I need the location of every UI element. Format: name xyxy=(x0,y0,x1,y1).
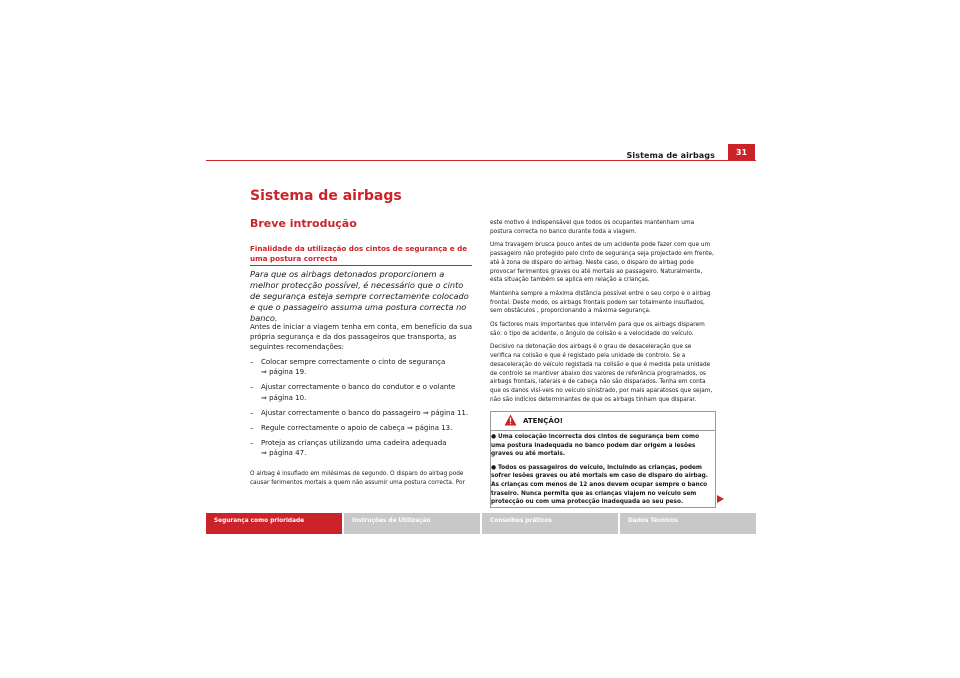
list-item xyxy=(250,423,475,433)
list-dash: – xyxy=(250,424,254,433)
bullet-icon: ● xyxy=(491,434,497,440)
paragraph: Uma travagem brusca pouco antes de um acidente pode fazer com que um passageiro não protegido pelo cinto de segurança seja projectado em frente, até à zona de disparo do airbag. Neste caso, o disparo do airbag pode provocar ferimentos graves ou até mortais ao passageiro. Naturalmente, esta situação também se aplica em relação a crianças. xyxy=(490,242,714,284)
paragraph: Mantenha sempre a máxima distância possível entre o seu corpo e o airbag frontal. Deste modo, os airbags frontais podem ser totalmente insuflados, sem obstáculos , proporcionando a máxima segurança. xyxy=(490,290,711,315)
warning-header xyxy=(491,412,715,428)
list-item-text: Proteja as crianças utilizando uma cadeira adequada xyxy=(261,439,447,448)
list-item xyxy=(250,408,475,418)
list-item-text: Colocar sempre correctamente o cinto de segurança xyxy=(261,358,446,366)
tab-seguranca[interactable]: Segurança como prioridade xyxy=(206,513,342,534)
intro-paragraph: Para que os airbags detonados proporcionem a melhor protecção possível, é necessário que o cinto de segurança esteja sempre correctamente colocado e que o passageiro assuma uma postura correcta no banco. xyxy=(250,269,469,323)
paragraph: Os factores mais importantes que intervêm para que os airbags disparem são: o tipo de acidente, o ângulo de colisão e a velocidade do veículo. xyxy=(490,322,705,337)
recommendations-list xyxy=(250,357,475,464)
header-divider xyxy=(206,160,756,161)
section-heading: Finalidade da utilização dos cintos de segurança e de uma postura correcta xyxy=(250,244,468,263)
list-item xyxy=(250,382,475,402)
list-item-text: Regule correctamente o apoio de cabeça ⇒ página 13. xyxy=(261,424,453,433)
list-dash: – xyxy=(250,439,254,448)
right-column-text xyxy=(490,219,714,409)
warning-list xyxy=(491,433,713,512)
section-subtitle: Breve introdução xyxy=(250,217,357,230)
warning-item xyxy=(491,464,713,507)
tab-instrucoes[interactable]: Instruções de Utilização xyxy=(344,513,480,534)
tab-conselhos[interactable]: Conselhos práticos xyxy=(482,513,618,534)
warning-item-text: Uma colocação incorrecta dos cintos de segurança bem como uma postura inadequada no banco podem dar origem a lesões graves ou até mortais. xyxy=(491,434,700,458)
footer-navigation xyxy=(206,513,756,534)
warning-divider xyxy=(491,430,715,431)
body-paragraph: Antes de iniciar a viagem tenha em conta, em benefício da sua própria segurança e da dos passageiros que transporta, as seguintes recomendações: xyxy=(250,323,473,352)
continue-arrow-icon[interactable] xyxy=(717,495,724,503)
list-dash: – xyxy=(250,408,254,417)
warning-title: ATENÇÃO! xyxy=(523,417,563,425)
section-heading-divider xyxy=(250,265,472,266)
list-item-text: Ajustar correctamente o banco do condutor e o volante xyxy=(261,383,456,392)
page-reference: ⇒ página 10. xyxy=(261,393,307,402)
paragraph: Decisivo na detonação dos airbags é o grau de desaceleração que se verifica na colisão e que é registado pela unidade de controlo. Se a desaceleração do veículo registada na colisão e que é medida pela unidade de controlo se mantiver abaixo dos valores de referência programados, os airbags frontais, laterais e de cabeça não são disparados. Tenha em conta que os danos visí-veis no veículo sinistrado, por mais aparatosos que sejam, não são indícios determinantes de que os airbags tinham que disparar. xyxy=(490,344,713,403)
running-header-title: Sistema de airbags xyxy=(626,151,715,160)
page-reference: ⇒ página 19. xyxy=(261,368,307,377)
warning-box xyxy=(490,411,716,508)
list-item xyxy=(250,438,475,458)
warning-triangle-icon xyxy=(504,414,517,426)
warning-item xyxy=(491,433,713,459)
tab-dados-tecnicos[interactable]: Dados Técnicos xyxy=(620,513,756,534)
list-dash: – xyxy=(250,383,254,392)
list-item-text: Ajustar correctamente o banco do passageiro ⇒ página 11. xyxy=(261,408,469,417)
bullet-icon: ● xyxy=(491,464,497,471)
list-dash: – xyxy=(250,358,254,366)
page-reference: ⇒ página 47. xyxy=(261,449,307,458)
page-number: 31 xyxy=(728,144,755,160)
warning-item-text: Todos os passageiros do veículo, incluindo as crianças, podem sofrer lesões graves ou até mortais em caso de disparo do airbag. As crianças com menos de 12 anos devem ocupar sempre o banco traseiro. Nunca permita que as crianças viajem no veículo sem protecção ou com uma protecção inadequada ao seu peso. xyxy=(491,464,708,506)
paragraph: este motivo é indispensável que todos os ocupantes mantenham uma postura correcta no banco durante toda a viagem. xyxy=(490,220,695,235)
airbag-note: O airbag é insuflado em milésimas de segundo. O disparo do airbag pode causar ferimentos mortais a quem não assumir uma postura correcta. Por xyxy=(250,471,465,486)
page-title: Sistema de airbags xyxy=(250,188,402,204)
list-item xyxy=(250,357,475,377)
